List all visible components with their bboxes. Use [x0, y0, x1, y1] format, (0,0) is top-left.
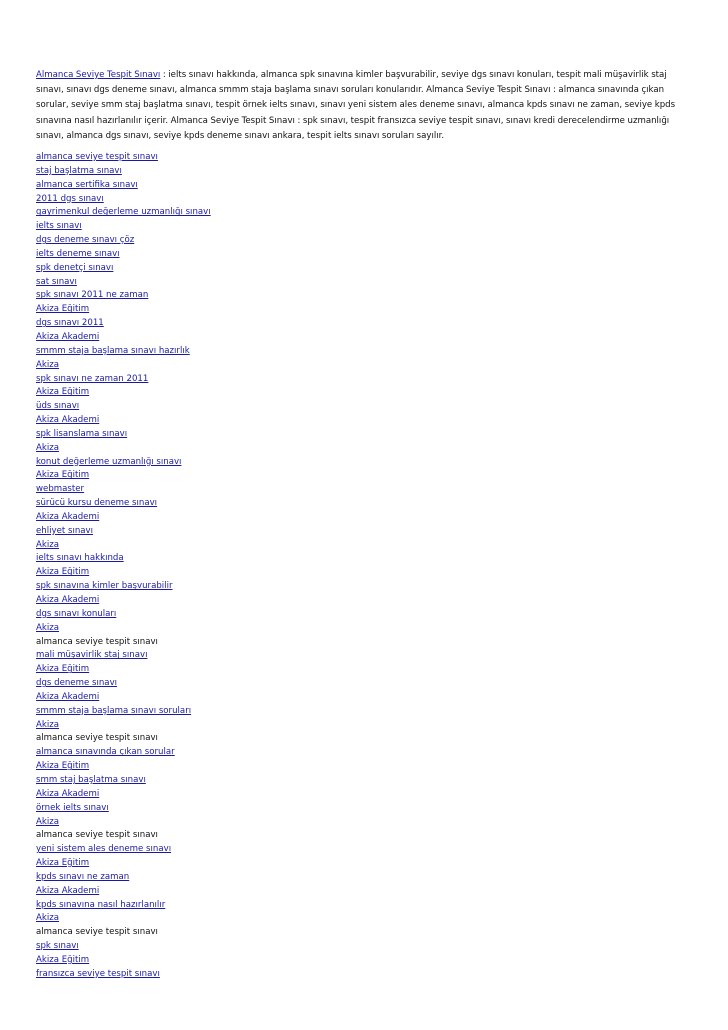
list-item — [36, 940, 692, 954]
keyword-link[interactable]: almanca sınavında çıkan sorular — [36, 747, 175, 758]
keyword-text: almanca seviye tespit sınavı — [36, 927, 158, 938]
keyword-link-list — [36, 151, 692, 982]
keyword-link[interactable]: üds sınavı — [36, 401, 80, 412]
keyword-link[interactable]: Akiza — [36, 622, 60, 633]
list-item — [36, 483, 692, 497]
keyword-text: almanca seviye tespit sınavı — [36, 830, 158, 841]
keyword-link[interactable]: spk sınavına kimler başvurabilir — [36, 581, 173, 592]
keyword-link[interactable]: Akiza Akademi — [36, 595, 100, 606]
keyword-link[interactable]: dgs sınavı konuları — [36, 608, 117, 619]
keyword-link[interactable]: Akiza Akademi — [36, 415, 100, 426]
keyword-link[interactable]: Akiza Eğitim — [36, 567, 90, 578]
list-item — [36, 608, 692, 622]
list-item — [36, 511, 692, 525]
keyword-link[interactable]: dgs deneme sınavı çöz — [36, 235, 135, 246]
list-item — [36, 622, 692, 636]
keyword-link[interactable]: örnek ielts sınavı — [36, 802, 109, 813]
list-item — [36, 386, 692, 400]
list-item — [36, 373, 692, 387]
keyword-link[interactable]: Akiza — [36, 816, 60, 827]
keyword-link[interactable]: spk lisanslama sınavı — [36, 428, 128, 439]
keyword-link[interactable]: Akiza — [36, 442, 60, 453]
intro-paragraph — [36, 68, 692, 144]
keyword-link[interactable]: spk sınavı ne zaman 2011 — [36, 373, 149, 384]
keyword-link[interactable]: konut değerleme uzmanlığı sınavı — [36, 456, 182, 467]
keyword-link[interactable]: kpds sınavı ne zaman — [36, 871, 130, 882]
keyword-link[interactable]: Akiza Eğitim — [36, 858, 90, 869]
keyword-link[interactable]: Akiza Akademi — [36, 331, 100, 342]
keyword-link[interactable]: fransızca seviye tespit sınavı — [36, 968, 160, 979]
keyword-link[interactable]: Akiza — [36, 359, 60, 370]
keyword-link[interactable]: Akiza Akademi — [36, 511, 100, 522]
list-item — [36, 705, 692, 719]
list-item — [36, 663, 692, 677]
list-item — [36, 525, 692, 539]
list-item — [36, 802, 692, 816]
keyword-text: almanca seviye tespit sınavı — [36, 636, 158, 647]
list-item — [36, 552, 692, 566]
list-item — [36, 857, 692, 871]
keyword-link[interactable]: kpds sınavına nasıl hazırlanılır — [36, 899, 166, 910]
list-item — [36, 151, 692, 165]
keyword-link[interactable]: Akiza Eğitim — [36, 304, 90, 315]
list-item — [36, 968, 692, 982]
list-item — [36, 179, 692, 193]
keyword-text: almanca seviye tespit sınavı — [36, 733, 158, 744]
keyword-link[interactable]: ielts sınavı — [36, 221, 82, 232]
keyword-link[interactable]: Akiza Akademi — [36, 885, 100, 896]
list-item — [36, 677, 692, 691]
list-item — [36, 636, 692, 650]
list-item — [36, 594, 692, 608]
list-item — [36, 899, 692, 913]
keyword-link[interactable]: Akiza — [36, 719, 60, 730]
list-item — [36, 289, 692, 303]
list-item — [36, 788, 692, 802]
keyword-link[interactable]: smm staj başlatma sınavı — [36, 774, 146, 785]
list-item — [36, 469, 692, 483]
keyword-link[interactable]: yeni sistem ales deneme sınavı — [36, 844, 172, 855]
list-item — [36, 456, 692, 470]
intro-text: : ielts sınavı hakkında, almanca spk sınavına kimler başvurabilir, seviye dgs sınavı konuları, tespit mali müşavirlik staj sınavı, sınavı dgs deneme sınavı, almanca smmm staja başlama sınavı soruları konularıdır. Almanca Seviye Tespit Sınavı : almanca sınavında çıkan sorular, seviye smm staj başlatma sınavı, tespit örnek ielts sınavı, sınavı yeni sistem ales deneme sınavı, almanca kpds sınavı ne zaman, seviye kpds sınavına nasıl hazırlanılır içerir. Almanca Seviye Tespit Sınavı : spk sınavı, tespit fransızca seviye tespit sınavı, sınavı kredi derecelendirme uzmanlığı sınavı, almanca dgs sınavı, seviye kpds deneme sınavı ankara, tespit ielts sınavı soruları sayılır. — [36, 70, 676, 141]
keyword-link[interactable]: Akiza Eğitim — [36, 954, 90, 965]
keyword-link[interactable]: gayrimenkul değerleme uzmanlığı sınavı — [36, 207, 211, 218]
list-item — [36, 954, 692, 968]
keyword-link[interactable]: Akiza Akademi — [36, 788, 100, 799]
list-item — [36, 400, 692, 414]
list-item — [36, 442, 692, 456]
list-item — [36, 885, 692, 899]
keyword-link[interactable]: ielts deneme sınavı — [36, 248, 120, 259]
keyword-link[interactable]: spk sınavı 2011 ne zaman — [36, 290, 149, 301]
keyword-link[interactable]: 2011 dgs sınavı — [36, 193, 104, 204]
keyword-link[interactable]: Akiza Eğitim — [36, 470, 90, 481]
list-item — [36, 262, 692, 276]
keyword-link[interactable]: dgs sınavı 2011 — [36, 318, 104, 329]
keyword-link[interactable]: almanca seviye tespit sınavı — [36, 152, 158, 163]
list-item — [36, 580, 692, 594]
keyword-link[interactable]: webmaster — [36, 484, 85, 495]
list-item — [36, 317, 692, 331]
keyword-link[interactable]: dgs deneme sınavı — [36, 678, 118, 689]
list-item — [36, 843, 692, 857]
list-item — [36, 428, 692, 442]
keyword-link[interactable]: Akiza — [36, 913, 60, 924]
list-item — [36, 760, 692, 774]
keyword-link[interactable]: staj başlatma sınavı — [36, 165, 122, 176]
list-item — [36, 691, 692, 705]
list-item — [36, 359, 692, 373]
list-item — [36, 566, 692, 580]
list-item — [36, 165, 692, 179]
keyword-link[interactable]: mali müşavirlik staj sınavı — [36, 650, 148, 661]
list-item — [36, 414, 692, 428]
list-item — [36, 746, 692, 760]
title-link[interactable]: Almanca Seviye Tespit Sınavı — [36, 70, 161, 80]
list-item — [36, 345, 692, 359]
keyword-link[interactable]: smmm staja başlama sınavı soruları — [36, 705, 192, 716]
list-item — [36, 871, 692, 885]
keyword-link[interactable]: Akiza — [36, 539, 60, 550]
list-item — [36, 912, 692, 926]
list-item — [36, 732, 692, 746]
list-item — [36, 497, 692, 511]
keyword-link[interactable]: Akiza Akademi — [36, 691, 100, 702]
list-item — [36, 220, 692, 234]
keyword-link[interactable]: Akiza Eğitim — [36, 664, 90, 675]
keyword-link[interactable]: ehliyet sınavı — [36, 525, 94, 536]
document-page — [36, 68, 692, 982]
keyword-link[interactable]: sat sınavı — [36, 276, 77, 287]
list-item — [36, 331, 692, 345]
list-item — [36, 206, 692, 220]
list-item — [36, 234, 692, 248]
list-item — [36, 829, 692, 843]
list-item — [36, 276, 692, 290]
keyword-link[interactable]: Akiza Eğitim — [36, 387, 90, 398]
list-item — [36, 303, 692, 317]
list-item — [36, 539, 692, 553]
list-item — [36, 649, 692, 663]
list-item — [36, 193, 692, 207]
list-item — [36, 926, 692, 940]
keyword-link[interactable]: smmm staja başlama sınavı hazırlık — [36, 345, 190, 356]
list-item — [36, 816, 692, 830]
keyword-link[interactable]: almanca sertifika sınavı — [36, 179, 138, 190]
keyword-link[interactable]: Akiza Eğitim — [36, 761, 90, 772]
list-item — [36, 719, 692, 733]
list-item — [36, 774, 692, 788]
keyword-link[interactable]: spk denetçi sınavı — [36, 262, 114, 273]
keyword-link[interactable]: ielts sınavı hakkında — [36, 553, 124, 564]
keyword-link[interactable]: spk sınavı — [36, 941, 79, 952]
list-item — [36, 248, 692, 262]
keyword-link[interactable]: sürücü kursu deneme sınavı — [36, 498, 158, 509]
